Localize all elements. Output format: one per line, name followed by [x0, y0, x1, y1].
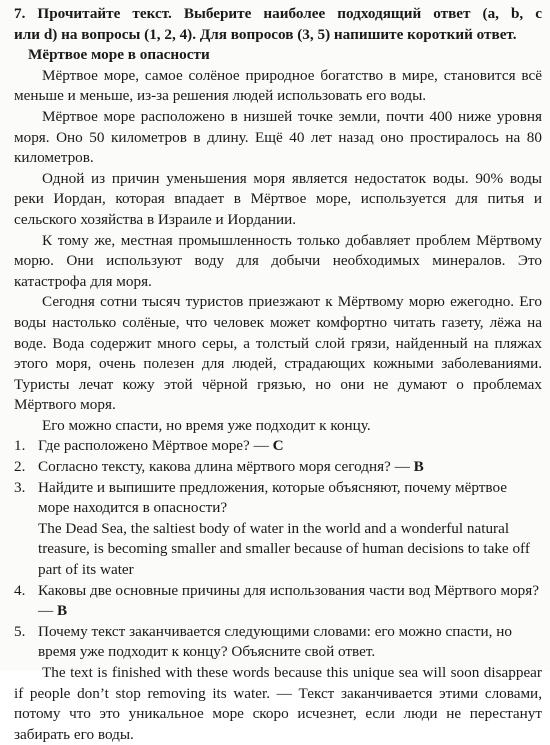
paragraph-6: Его можно спасти, но время уже подходит к концу.: [42, 416, 371, 434]
question-text: [38, 622, 542, 663]
text-title: Мёртвое море в опасности: [28, 46, 210, 64]
question-1: [14, 436, 542, 457]
question-text: [38, 581, 542, 622]
question-prompt: Согласно тексту, какова длина мёртвого моря сегодня? —: [38, 458, 414, 476]
task-header-line-1: 7. Прочитайте текст. Выберите наиболее подходящий ответ (a, b, c: [14, 5, 542, 22]
task-header-line-2: или d) на вопросы (1, 2, 4). Для вопросов (3, 5) напишите короткий ответ.: [14, 25, 517, 43]
question-4: [14, 581, 542, 622]
question-text: [38, 478, 542, 581]
question-number: 2.: [14, 458, 26, 476]
question-answer: B: [413, 458, 424, 476]
paragraph-5: Сегодня сотни тысяч туристов приезжают к Мёртвому морю ежегодно. Его воды настолько солёные, что человек может комфортно читать газету, лёжа на воде. Вода содержит много серы, а толстый слой грязи, найденный на пляжах этого моря, очень полезен для людей, страдающих кожными заболеваниями. Туристы лечат кожу этой чёрной грязью, но они не думают о проблемах Мёртвого моря.: [14, 293, 542, 414]
question-answer: C: [272, 437, 284, 455]
question-number: 5.: [14, 622, 26, 640]
question-answer: B: [56, 602, 68, 620]
question-number: 4.: [14, 581, 26, 599]
question-5: [14, 622, 542, 663]
question-3: [14, 478, 542, 581]
paragraph-1: Мёртвое море, самое солёное природное богатство в мире, становится всё меньше и меньше, из-за решения людей использовать его воды.: [14, 66, 542, 105]
question-prompt: Найдите и выпишите предложения, которые объясняют, почему мёртвое море находится в опасности?: [38, 478, 507, 517]
question-prompt: Где расположено Мёртвое море? —: [38, 437, 273, 455]
question-text: [38, 436, 542, 457]
final-answer: The text is finished with these words because this unique sea will soon disappear if people don’t stop removing its water. — Текст заканчивается этими словами, потому что это уникальное море скоро исчезнет, если люди не перестанут забирать его воды.: [14, 664, 542, 743]
paragraph-2: Мёртвое море расположено в низшей точке земли, почти 400 ниже уровня моря. Оно 50 километров в длину. Ещё 40 лет назад оно простиралось на 80 километров.: [14, 107, 542, 167]
question-text: [38, 457, 542, 478]
question-answer: The Dead Sea, the saltiest body of water in the world and a wonderful natural treasure, is becoming smaller and smaller because of human decisions to take off part of its water: [38, 519, 530, 579]
question-number: 1.: [14, 437, 26, 455]
question-prompt: Почему текст заканчивается следующими словами: его можно спасти, но время уже подходит к концу? Объясните свой ответ.: [38, 622, 512, 661]
question-prompt: Каковы две основные причины для использования части вод Мёртвого моря? —: [38, 581, 539, 620]
paragraph-4: К тому же, местная промышленность только добавляет проблем Мёртвому морю. Они используют воду для добычи необходимых минералов. Это катастрофа для моря.: [14, 231, 542, 290]
paragraph-3: Одной из причин уменьшения моря является недостаток воды. 90% воды реки Иордан, которая впадает в Мёртвое море, используется для питья и сельского хозяйства в Израиле и Иордании.: [14, 169, 542, 228]
question-number: 3.: [14, 478, 26, 496]
question-2: [14, 457, 542, 478]
